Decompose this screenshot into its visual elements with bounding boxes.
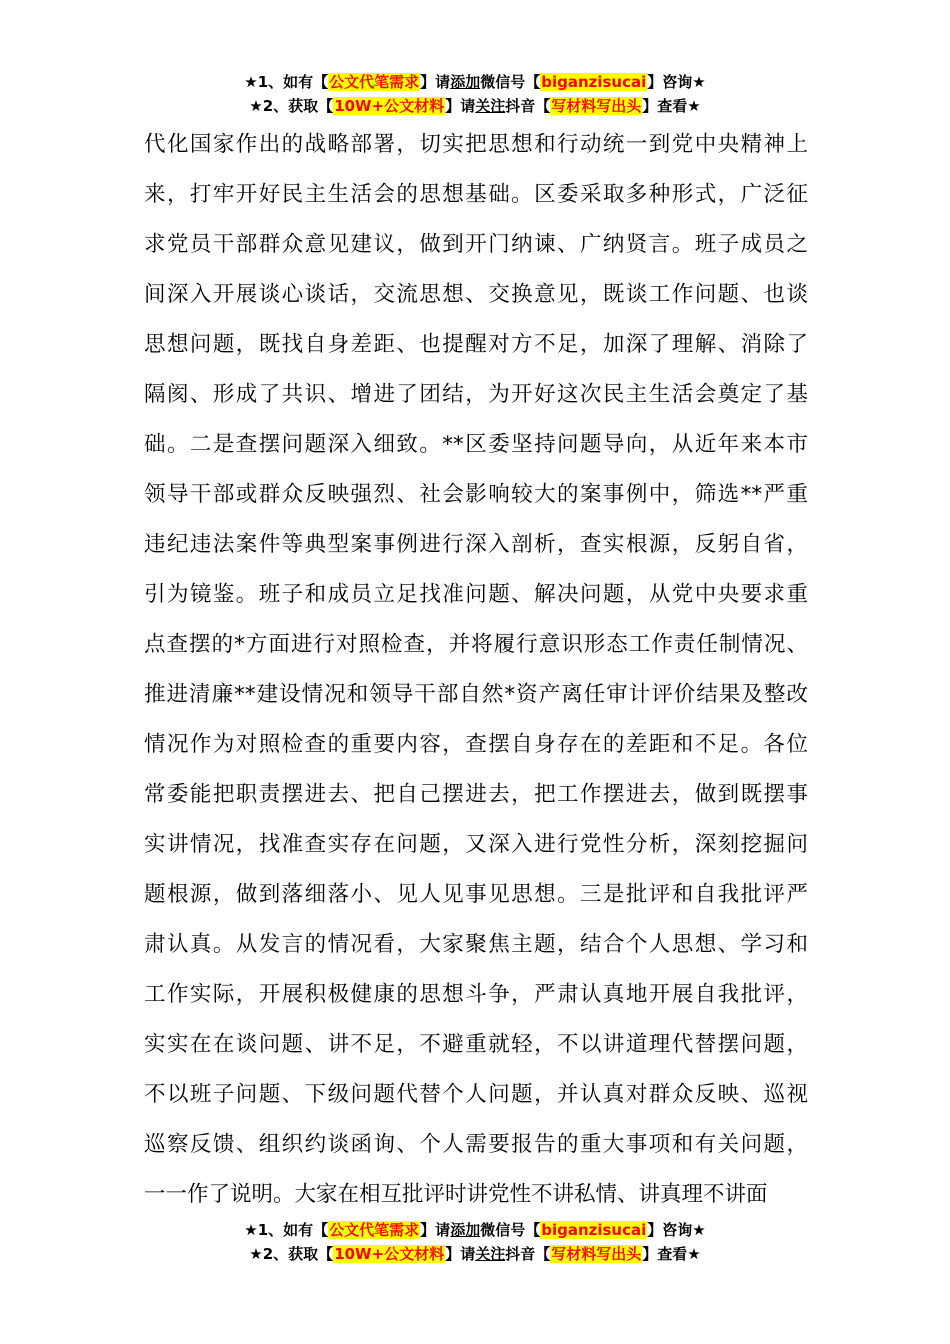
header-line-2-highlight-account: 写材料写出头 (551, 97, 642, 115)
body-text-line: 巡察反馈、组织约谈函询、个人需要报告的重大事项和有关问题， (144, 1132, 808, 1157)
body-text-line: 隔阂、形成了共识、增进了团结，为开好这次民主生活会奠定了基 (144, 382, 808, 407)
footer-line-1-underlined: 添加 (450, 1221, 481, 1239)
header-line-1 (0, 70, 950, 94)
header-line-2-suffix: 】查看★ (642, 97, 701, 115)
body-text-line: 违纪违法案件等典型案事例进行深入剖析，查实根源，反躬自省， (144, 532, 808, 557)
header-line-2 (0, 94, 950, 118)
body-text-line: 础。二是查摆问题深入细致。**区委坚持问题导向，从近年来本市 (144, 432, 808, 457)
body-text-line: 求党员干部群众意见建议，做到开门纳谏、广纳贤言。班子成员之 (144, 232, 808, 257)
header-line-1-text: 】请 (420, 73, 451, 91)
body-text-line: 实讲情况，找准查实存在问题，又深入进行党性分析，深刻挖掘问 (144, 832, 808, 857)
body-text-line: 题根源，做到落细落小、见人见事见思想。三是批评和自我批评严 (144, 882, 808, 907)
document-body (144, 120, 808, 1220)
footer-line-1-highlight-service: 公文代笔需求 (329, 1221, 420, 1239)
header-line-1-highlight-service: 公文代笔需求 (329, 73, 420, 91)
body-text-line: 不以班子问题、下级问题代替个人问题，并认真对群众反映、巡视 (144, 1082, 808, 1107)
body-text-line: 思想问题，既找自身差距、也提醒对方不足，加深了理解、消除了 (144, 332, 808, 357)
body-text-line: 情况作为对照检查的重要内容，查摆自身存在的差距和不足。各位 (144, 732, 808, 757)
body-text-line: 间深入开展谈心谈话，交流思想、交换意见，既谈工作问题、也谈 (144, 282, 808, 307)
footer-line-1-text: 】请 (420, 1221, 451, 1239)
header-line-1-text-2: 微信号【 (480, 73, 541, 91)
body-text-line: 点查摆的*方面进行对照检查，并将履行意识形态工作责任制情况、 (144, 632, 808, 657)
footer-line-1-text-2: 微信号【 (480, 1221, 541, 1239)
body-text-line: 领导干部或群众反映强烈、社会影响较大的案事例中，筛选**严重 (144, 482, 808, 507)
footer-banner (0, 1218, 950, 1266)
body-text-line: 实实在在谈问题、讲不足，不避重就轻，不以讲道理代替摆问题， (144, 1032, 808, 1057)
header-line-2-underlined: 关注 (475, 97, 506, 115)
footer-line-1-suffix: 】咨询★ (647, 1221, 706, 1239)
header-line-1-underlined: 添加 (450, 73, 481, 91)
body-text-line: 一一作了说明。大家在相互批评时讲党性不讲私情、讲真理不讲面 (144, 1182, 768, 1207)
body-text-line: 工作实际，开展积极健康的思想斗争，严肃认真地开展自我批评， (144, 982, 808, 1007)
footer-line-2-highlight-account: 写材料写出头 (551, 1245, 642, 1263)
footer-line-2-text: 】请 (445, 1245, 476, 1263)
footer-line-1 (0, 1218, 950, 1242)
body-text-line: 肃认真。从发言的情况看，大家聚焦主题，结合个人思想、学习和 (144, 932, 808, 957)
header-line-1-suffix: 】咨询★ (647, 73, 706, 91)
body-text-line: 代化国家作出的战略部署，切实把思想和行动统一到党中央精神上 (144, 132, 808, 157)
header-line-2-prefix: ★2、获取【 (249, 97, 334, 115)
body-text-line: 常委能把职责摆进去、把自己摆进去，把工作摆进去，做到既摆事 (144, 782, 808, 807)
header-banner (0, 70, 950, 118)
footer-line-2-highlight-materials: 10W+公文材料 (334, 1245, 445, 1263)
footer-line-2 (0, 1242, 950, 1266)
footer-line-1-prefix: ★1、如有【 (244, 1221, 329, 1239)
footer-line-2-suffix: 】查看★ (642, 1245, 701, 1263)
footer-line-2-text-2: 抖音【 (505, 1245, 551, 1263)
footer-line-2-underlined: 关注 (475, 1245, 506, 1263)
header-line-1-prefix: ★1、如有【 (244, 73, 329, 91)
header-line-1-highlight-wechat: biganzisucai (541, 73, 647, 91)
footer-line-2-prefix: ★2、获取【 (249, 1245, 334, 1263)
body-text-line: 引为镜鉴。班子和成员立足找准问题、解决问题，从党中央要求重 (144, 582, 808, 607)
body-text-line: 来，打牢开好民主生活会的思想基础。区委采取多种形式，广泛征 (144, 182, 808, 207)
header-line-2-highlight-materials: 10W+公文材料 (334, 97, 445, 115)
header-line-2-text: 】请 (445, 97, 476, 115)
body-text-line: 推进清廉**建设情况和领导干部自然*资产离任审计评价结果及整改 (144, 682, 808, 707)
header-line-2-text-2: 抖音【 (505, 97, 551, 115)
footer-line-1-highlight-wechat: biganzisucai (541, 1221, 647, 1239)
